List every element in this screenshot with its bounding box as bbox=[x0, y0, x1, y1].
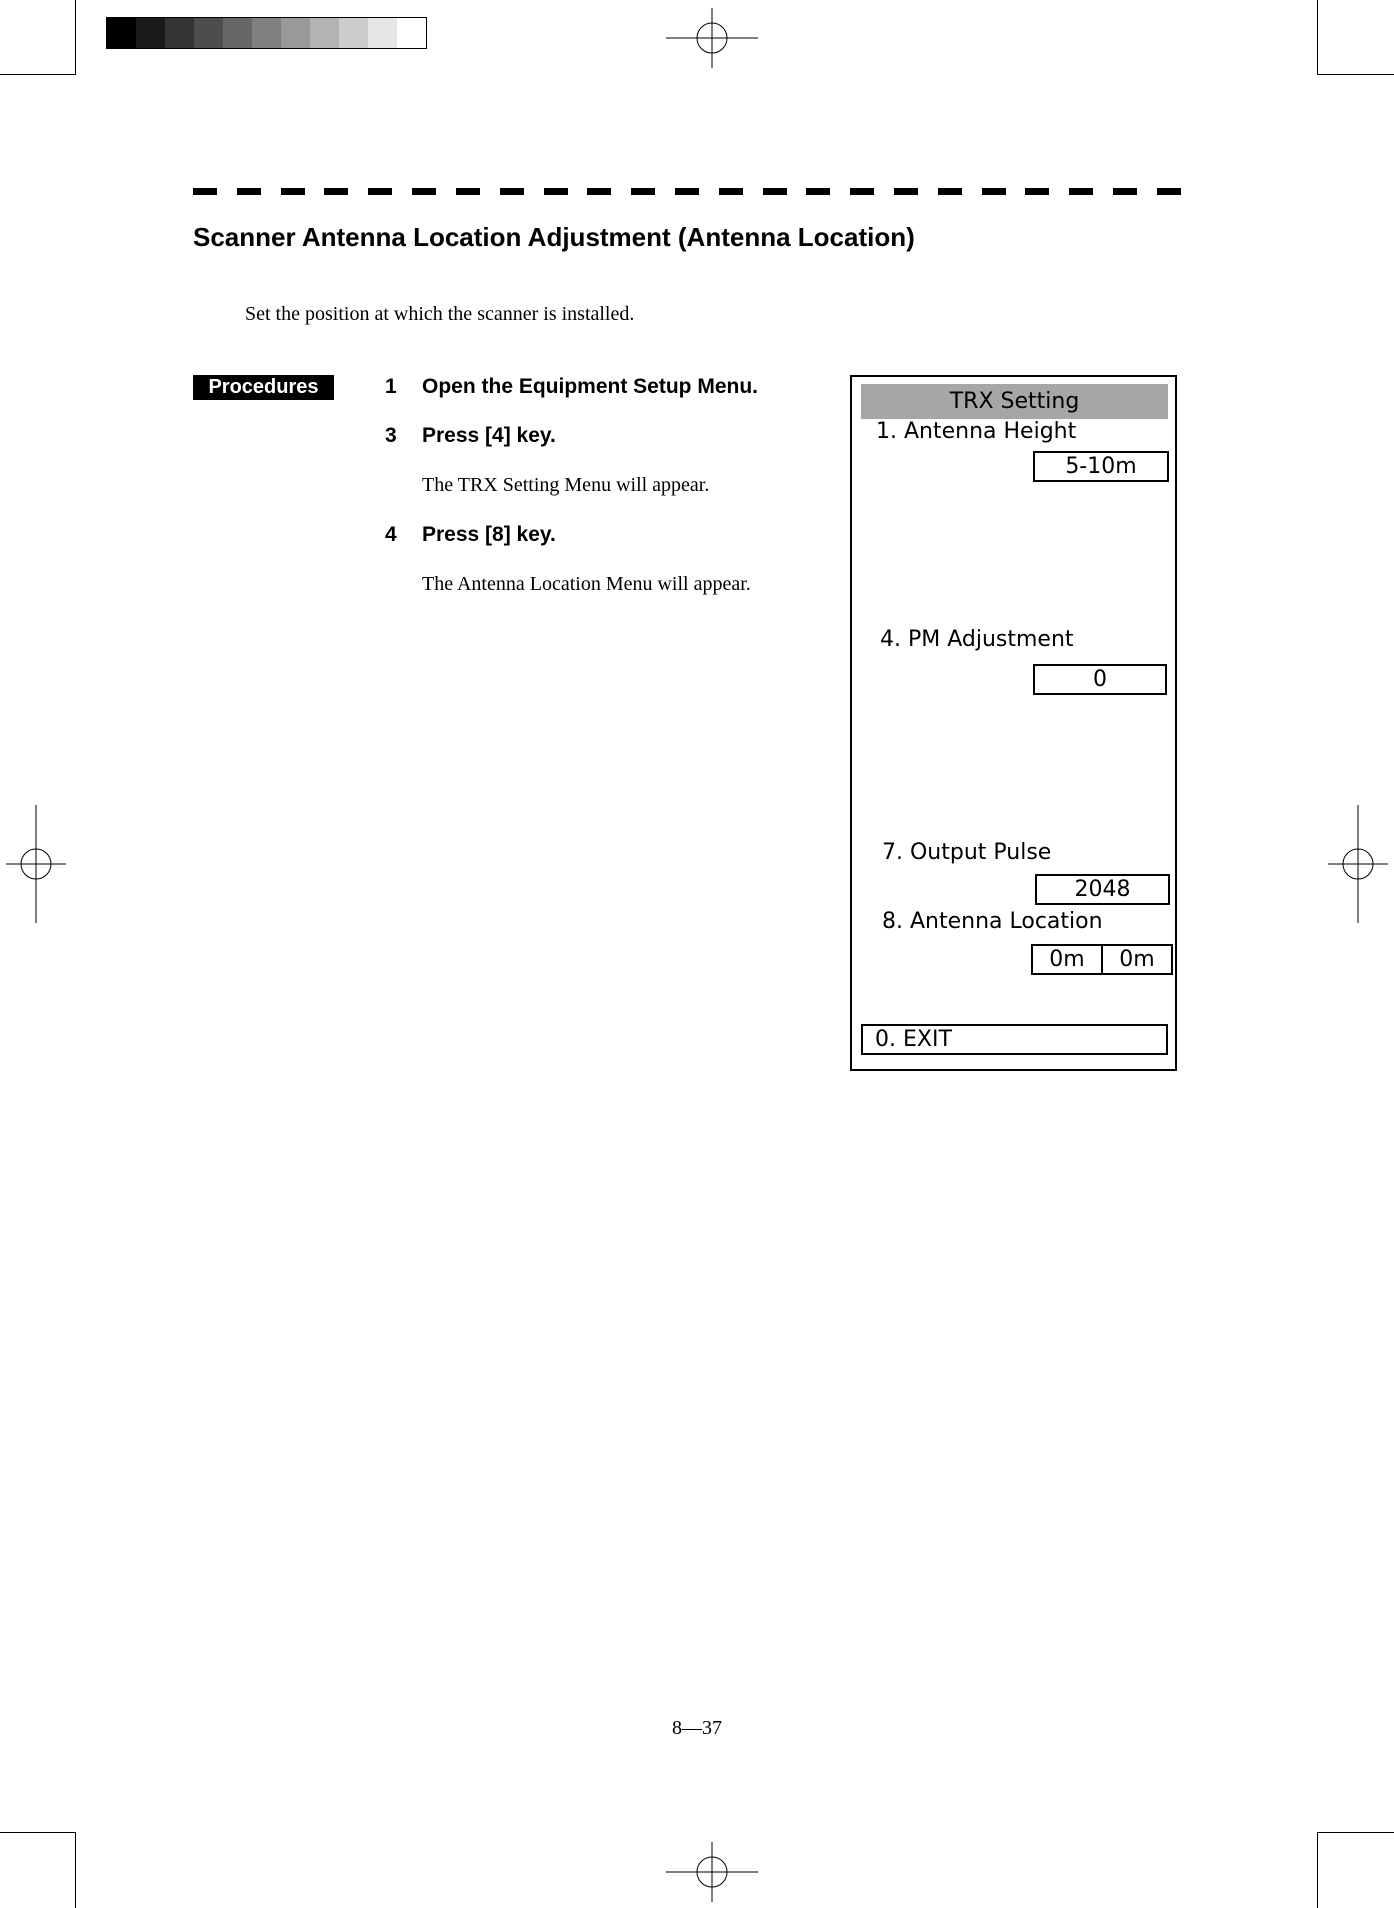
divider-dash bbox=[324, 188, 348, 195]
antenna-location-value-a: 0m bbox=[1049, 947, 1085, 972]
output-pulse-value: 2048 bbox=[1035, 874, 1170, 905]
step-number: 4 bbox=[385, 523, 397, 546]
trx-setting-menu bbox=[850, 375, 1177, 1071]
step-number: 1 bbox=[385, 375, 397, 398]
antenna-location-values bbox=[1031, 944, 1173, 975]
menu-item-pm-adjustment[interactable]: 4. PM Adjustment bbox=[880, 627, 1074, 652]
divider-dash bbox=[938, 188, 962, 195]
divider-dash bbox=[281, 188, 305, 195]
registration-mark-bottom bbox=[666, 1842, 758, 1902]
section-divider bbox=[193, 188, 1181, 195]
greyscale-swatch bbox=[339, 18, 368, 48]
greyscale-swatch bbox=[368, 18, 397, 48]
procedures-badge: Procedures bbox=[193, 375, 334, 400]
step-3-note: The TRX Setting Menu will appear. bbox=[422, 474, 710, 496]
step-text: Press [4] key. bbox=[422, 424, 556, 447]
registration-mark-right bbox=[1328, 805, 1388, 923]
divider-dash bbox=[719, 188, 743, 195]
greyscale-swatch bbox=[165, 18, 194, 48]
antenna-height-value: 5-10m bbox=[1033, 451, 1169, 482]
divider-dash bbox=[1025, 188, 1049, 195]
divider-dash bbox=[193, 188, 217, 195]
divider-dash bbox=[1113, 188, 1137, 195]
page-number: 8—37 bbox=[672, 1717, 722, 1739]
divider-dash bbox=[675, 188, 699, 195]
greyscale-calibration-bar bbox=[106, 17, 427, 49]
divider-dash bbox=[1069, 188, 1093, 195]
divider-dash bbox=[237, 188, 261, 195]
divider-dash bbox=[544, 188, 568, 195]
greyscale-swatch bbox=[310, 18, 339, 48]
greyscale-swatch bbox=[252, 18, 281, 48]
exit-menu-item[interactable]: 0. EXIT bbox=[861, 1024, 1168, 1055]
step-number: 3 bbox=[385, 424, 397, 447]
divider-dash bbox=[1157, 188, 1181, 195]
divider-dash bbox=[982, 188, 1006, 195]
registration-mark-top bbox=[666, 8, 758, 68]
divider-dash bbox=[894, 188, 918, 195]
menu-item-antenna-height[interactable]: 1. Antenna Height bbox=[876, 419, 1077, 444]
divider-dash bbox=[500, 188, 524, 195]
menu-item-antenna-location[interactable]: 8. Antenna Location bbox=[882, 909, 1103, 934]
greyscale-swatch bbox=[136, 18, 165, 48]
intro-text: Set the position at which the scanner is installed. bbox=[245, 303, 635, 325]
antenna-location-value-b: 0m bbox=[1101, 946, 1171, 973]
divider-dash bbox=[763, 188, 787, 195]
menu-title: TRX Setting bbox=[861, 384, 1168, 419]
step-4-note: The Antenna Location Menu will appear. bbox=[422, 573, 751, 595]
registration-mark-left bbox=[6, 805, 66, 923]
greyscale-swatch bbox=[281, 18, 310, 48]
page-title: Scanner Antenna Location Adjustment (Antenna Location) bbox=[193, 222, 915, 252]
step-text: Press [8] key. bbox=[422, 523, 556, 546]
divider-dash bbox=[368, 188, 392, 195]
divider-dash bbox=[806, 188, 830, 195]
divider-dash bbox=[631, 188, 655, 195]
divider-dash bbox=[412, 188, 436, 195]
greyscale-swatch bbox=[397, 18, 426, 48]
greyscale-swatch bbox=[107, 18, 136, 48]
step-text: Open the Equipment Setup Menu. bbox=[422, 375, 758, 398]
greyscale-swatch bbox=[194, 18, 223, 48]
divider-dash bbox=[587, 188, 611, 195]
divider-dash bbox=[850, 188, 874, 195]
greyscale-swatch bbox=[223, 18, 252, 48]
pm-adjustment-value: 0 bbox=[1033, 664, 1167, 695]
menu-item-output-pulse[interactable]: 7. Output Pulse bbox=[882, 840, 1052, 865]
divider-dash bbox=[456, 188, 480, 195]
